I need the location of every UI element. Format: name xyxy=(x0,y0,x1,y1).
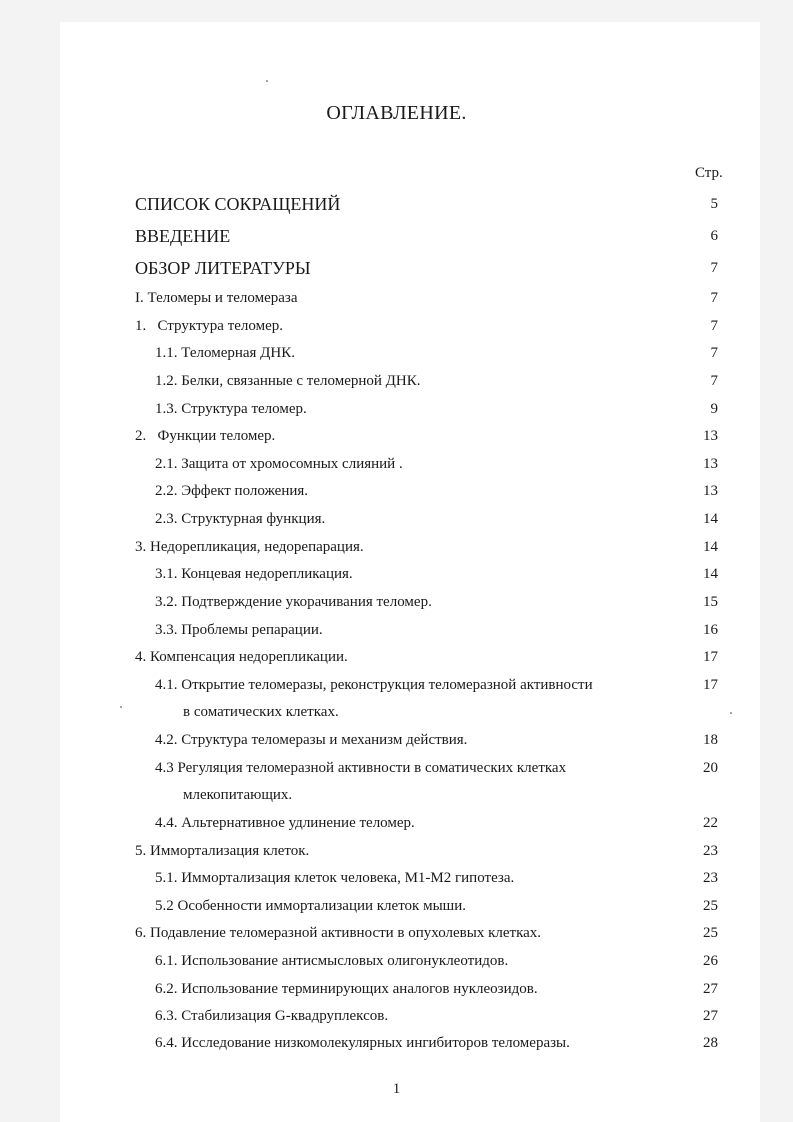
toc-entry xyxy=(0,194,793,218)
toc-entry xyxy=(0,953,793,977)
toc-entry xyxy=(0,290,793,314)
toc-entry-text: млекопитающих. xyxy=(183,787,293,803)
toc-entry-text: 4.1. Открытие теломеразы, реконструкция теломеразной активности xyxy=(155,677,593,693)
toc-entry-text: в соматических клетках. xyxy=(183,704,339,720)
toc-entry-text: 6. Подавление теломеразной активности в опухолевых клетках. xyxy=(135,925,542,941)
toc-entry xyxy=(0,318,793,342)
toc-entry-page: 23 xyxy=(703,870,718,886)
toc-entry-text: 4.3 Регуляция теломеразной активности в соматических клетках xyxy=(155,760,567,776)
toc-entry xyxy=(0,1035,793,1059)
toc-entry-text: 6.4. Исследование низкомолекулярных ингибиторов теломеразы. xyxy=(155,1035,570,1051)
toc-entry-page: 16 xyxy=(703,622,718,638)
toc-entry-text: I. Теломеры и теломераза xyxy=(135,290,298,306)
toc-entry-text: 1.3. Структура теломер. xyxy=(155,401,307,417)
toc-entry xyxy=(0,345,793,369)
toc-entry-page: 22 xyxy=(703,815,718,831)
toc-entry-text: 3.3. Проблемы репарации. xyxy=(155,622,323,638)
toc-entry-text: 3. Недорепликация, недорепарация. xyxy=(135,539,364,555)
toc-entry xyxy=(0,226,793,250)
toc-entry-page: 9 xyxy=(710,401,718,417)
toc-entry-page: 27 xyxy=(703,981,718,997)
toc-entry-text: 1.1. Теломерная ДНК. xyxy=(155,345,296,361)
toc-entry-page: 13 xyxy=(703,428,718,444)
toc-entry xyxy=(0,428,793,452)
toc-entry-page: 27 xyxy=(703,1008,718,1024)
toc-entry-page: 23 xyxy=(703,843,718,859)
toc-entry-continuation xyxy=(0,704,793,728)
toc-entry-text: 6.2. Использование терминирующих аналогов нуклеозидов. xyxy=(155,981,538,997)
toc-entry-page: 7 xyxy=(710,345,718,361)
toc-entry-page: 26 xyxy=(703,953,718,969)
toc-entry-text: 2.1. Защита от хромосомных слияний . xyxy=(155,456,403,472)
toc-entry-page: 28 xyxy=(703,1035,718,1051)
toc-entry xyxy=(0,594,793,618)
toc-entry-page: 6 xyxy=(710,228,718,244)
page-number: 1 xyxy=(392,1081,401,1097)
toc-entry xyxy=(0,539,793,563)
toc-entry-text: 6.1. Использование антисмысловых олигонуклеотидов. xyxy=(155,953,509,969)
toc-entry-text: 5. Иммортализация клеток. xyxy=(135,843,310,859)
toc-entry-text: 3.2. Подтверждение укорачивания теломер. xyxy=(155,594,432,610)
toc-entry-page: 25 xyxy=(703,925,718,941)
toc-entry-text: ОБЗОР ЛИТЕРАТУРЫ xyxy=(135,258,311,278)
toc-entry-page: 7 xyxy=(710,260,718,276)
toc-entry-page: 14 xyxy=(703,566,718,582)
toc-entry-text: 6.3. Стабилизация G-квадруплексов. xyxy=(155,1008,389,1024)
toc-entry-page: 7 xyxy=(710,290,718,306)
toc-entry-text: 3.1. Концевая недорепликация. xyxy=(155,566,353,582)
toc-entry-page: 13 xyxy=(703,456,718,472)
toc-entry-continuation xyxy=(0,787,793,811)
toc-entry-text: 1. Структура теломер. xyxy=(135,318,284,334)
toc-entry xyxy=(0,677,793,701)
toc-entry-text: 1.2. Белки, связанные с теломерной ДНК. xyxy=(155,373,421,389)
toc-entry-page: 17 xyxy=(703,649,718,665)
toc-entry xyxy=(0,401,793,425)
page-title: ОГЛАВЛЕНИЕ. xyxy=(326,102,467,124)
toc-entry-page: 7 xyxy=(710,318,718,334)
toc-entry-page: 15 xyxy=(703,594,718,610)
toc-entry-text: 2.2. Эффект положения. xyxy=(155,483,309,499)
page-column-label: Стр. xyxy=(695,165,723,181)
toc-entry-text: 5.2 Особенности иммортализации клеток мыши. xyxy=(155,898,466,914)
toc-entry-text: 4. Компенсация недорепликации. xyxy=(135,649,348,665)
toc-entry-page: 5 xyxy=(710,196,718,212)
toc-entry-page: 18 xyxy=(703,732,718,748)
toc-entry xyxy=(0,760,793,784)
toc-entry xyxy=(0,815,793,839)
toc-entry-text: 2.3. Структурная функция. xyxy=(155,511,326,527)
toc-entry xyxy=(0,622,793,646)
toc-entry-page: 13 xyxy=(703,483,718,499)
toc-entry-text: 4.2. Структура теломеразы и механизм действия. xyxy=(155,732,468,748)
toc-entry-page: 14 xyxy=(703,539,718,555)
toc-entry-text: 4.4. Альтернативное удлинение теломер. xyxy=(155,815,415,831)
toc-entry-page: 7 xyxy=(710,373,718,389)
toc-entry xyxy=(0,870,793,894)
toc-entry xyxy=(0,511,793,535)
toc-entry xyxy=(0,258,793,282)
toc-entry xyxy=(0,925,793,949)
toc-entry-text: 2. Функции теломер. xyxy=(135,428,276,444)
toc-entry xyxy=(0,1008,793,1032)
toc-entry-text: СПИСОК СОКРАЩЕНИЙ xyxy=(135,194,341,214)
toc-entry-text: ВВЕДЕНИЕ xyxy=(135,226,231,246)
toc-entry xyxy=(0,898,793,922)
toc-entry-text: 5.1. Иммортализация клеток человека, М1-М2 гипотеза. xyxy=(155,870,515,886)
toc-entry xyxy=(0,456,793,480)
toc-entry-page: 17 xyxy=(703,677,718,693)
toc-entry xyxy=(0,981,793,1005)
toc-entry xyxy=(0,732,793,756)
toc-entry xyxy=(0,373,793,397)
toc-entry xyxy=(0,566,793,590)
toc-entry-page: 25 xyxy=(703,898,718,914)
toc-entry xyxy=(0,483,793,507)
toc-entry xyxy=(0,649,793,673)
toc-entry-page: 14 xyxy=(703,511,718,527)
toc-entry xyxy=(0,843,793,867)
toc-entry-page: 20 xyxy=(703,760,718,776)
